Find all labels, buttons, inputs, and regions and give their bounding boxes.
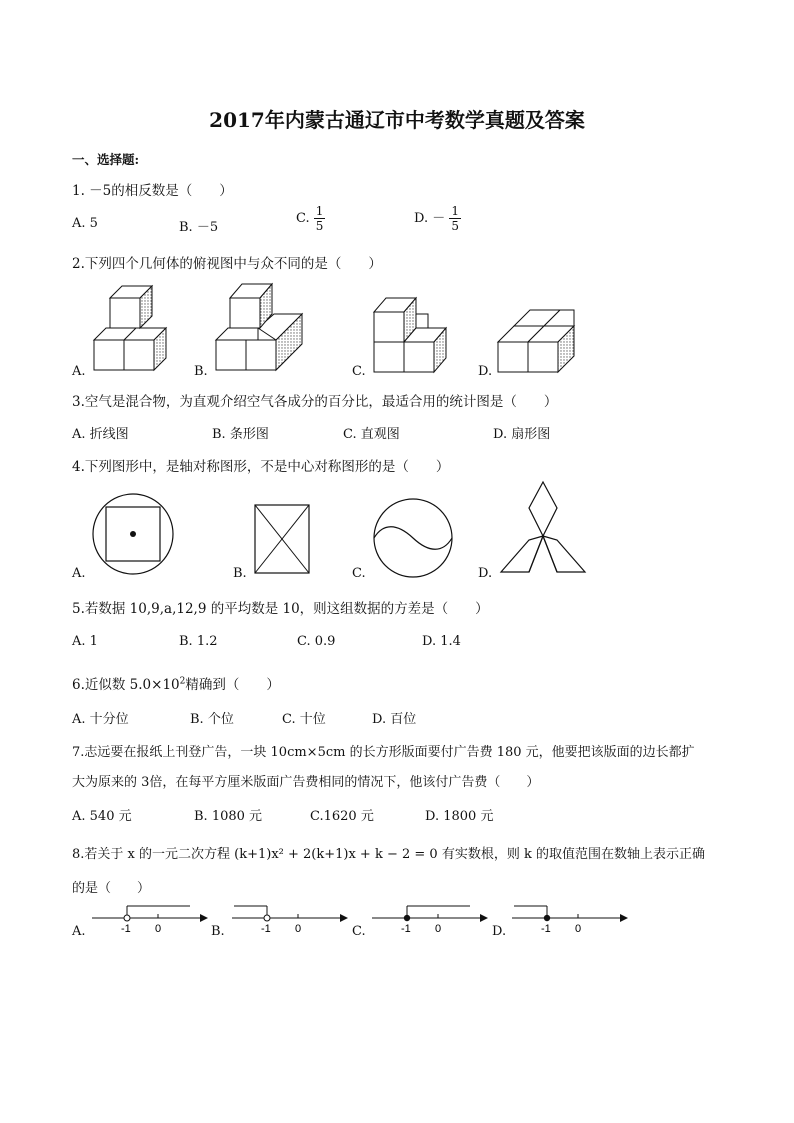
q8-option-b: B. — [211, 924, 225, 939]
q7-option-c: C.1620 元 — [310, 809, 374, 824]
fraction-denominator: 5 — [315, 219, 324, 233]
q6-option-c: C. 十位 — [282, 712, 326, 727]
q8-number-line-a — [90, 902, 210, 938]
q6-option-d: D. 百位 — [372, 712, 417, 727]
q4-option-d: D. — [478, 566, 493, 581]
q6-exponent: 2 — [179, 676, 186, 687]
q4-figure-b — [253, 503, 311, 575]
q4-option-b: B. — [233, 566, 247, 581]
tick-label-neg1: -1 — [401, 923, 411, 935]
q2-option-c: C. — [352, 364, 366, 379]
q2-figure-c — [370, 290, 460, 378]
q2-figure-d — [494, 302, 584, 378]
q3-stem: 3.空气是混合物，为直观介绍空气各成分的百分比，最适合用的统计图是（ ） — [72, 394, 558, 410]
q4-figure-c — [371, 497, 455, 579]
tick-label-zero: 0 — [155, 923, 162, 935]
q3-option-b: B. 条形图 — [212, 427, 269, 442]
q3-option-c: C. 直观图 — [343, 427, 400, 442]
q8-option-d: D. — [492, 924, 507, 939]
section-heading: 一、选择题: — [72, 152, 140, 167]
q5-option-a: A. 1 — [72, 634, 98, 649]
q1-option-b: B. －5 — [179, 220, 219, 235]
fraction-numerator: 1 — [451, 204, 460, 218]
q3-option-a: A. 折线图 — [72, 427, 129, 442]
q2-option-a: A. — [72, 364, 86, 379]
q1-stem: 1. －5的相反数是（ ） — [72, 183, 233, 199]
tick-label-zero: 0 — [435, 923, 442, 935]
tick-label-neg1: -1 — [541, 923, 551, 935]
q6-option-b: B. 个位 — [190, 712, 234, 727]
q6-stem — [72, 673, 280, 693]
q7-stem-line1: 7.志远要在报纸上刊登广告，一块 10cm×5cm 的长方形版面要付广告费 180 元，他要把该版面的边长都扩 — [72, 745, 695, 760]
q5-option-c: C. 0.9 — [297, 634, 336, 649]
tick-label-zero: 0 — [295, 923, 302, 935]
q8-option-c: C. — [352, 924, 366, 939]
tick-label-neg1: -1 — [121, 923, 131, 935]
q8-number-line-d — [510, 902, 634, 938]
q6-stem-tail: 精确到（ ） — [185, 677, 280, 693]
q2-stem: 2.下列四个几何体的俯视图中与众不同的是（ ） — [72, 256, 382, 272]
q7-option-d: D. 1800 元 — [425, 809, 494, 824]
q1-option-c-fraction — [314, 204, 326, 233]
q4-stem: 4.下列图形中，是轴对称图形，不是中心对称图形的是（ ） — [72, 459, 450, 475]
q7-stem-line2: 大为原来的 3倍，在每平方厘米版面广告费相同的情况下，他该付广告费（ ） — [72, 775, 540, 790]
q1-option-a: A. 5 — [72, 216, 98, 231]
q7-option-b: B. 1080 元 — [194, 809, 263, 824]
q2-figure-a — [90, 282, 170, 377]
q8-number-line-b — [230, 902, 350, 938]
q4-option-a: A. — [72, 566, 86, 581]
q2-figure-b — [212, 278, 312, 378]
q2-option-b: B. — [194, 364, 208, 379]
q5-option-d: D. 1.4 — [422, 634, 461, 649]
tick-label-neg1: -1 — [261, 923, 271, 935]
q4-figure-a — [90, 491, 176, 577]
q2-option-d: D. — [478, 364, 493, 379]
q1-option-d — [414, 204, 461, 233]
q8-option-a: A. — [72, 924, 86, 939]
q6-stem-text: 6.近似数 5.0×10 — [72, 677, 180, 693]
q3-option-d: D. 扇形图 — [493, 427, 551, 442]
q4-figure-d — [497, 480, 589, 580]
q1-option-c-label: C. — [296, 211, 310, 226]
q6-option-a: A. 十分位 — [72, 712, 129, 727]
fraction-numerator: 1 — [315, 204, 324, 218]
q8-number-line-c — [370, 902, 490, 938]
q4-option-c: C. — [352, 566, 366, 581]
q5-stem: 5.若数据 10,9,a,12,9 的平均数是 10，则这组数据的方差是（ ） — [72, 601, 489, 617]
tick-label-zero: 0 — [575, 923, 582, 935]
q5-option-b: B. 1.2 — [179, 634, 218, 649]
q1-option-d-label: D. － — [414, 211, 446, 226]
fraction-denominator: 5 — [451, 219, 460, 233]
q8-stem-line2: 的是（ ） — [72, 881, 151, 896]
q1-option-d-fraction — [449, 204, 461, 233]
q1-option-c — [296, 204, 325, 233]
q7-option-a: A. 540 元 — [72, 809, 132, 824]
page-title: 2017年内蒙古通辽市中考数学真题及答案 — [209, 108, 585, 132]
q8-stem-line1: 8.若关于 x 的一元二次方程 (k+1)x² + 2(k+1)x + k − 2 = 0 有实数根，则 k 的取值范围在数轴上表示正确 — [72, 847, 705, 862]
